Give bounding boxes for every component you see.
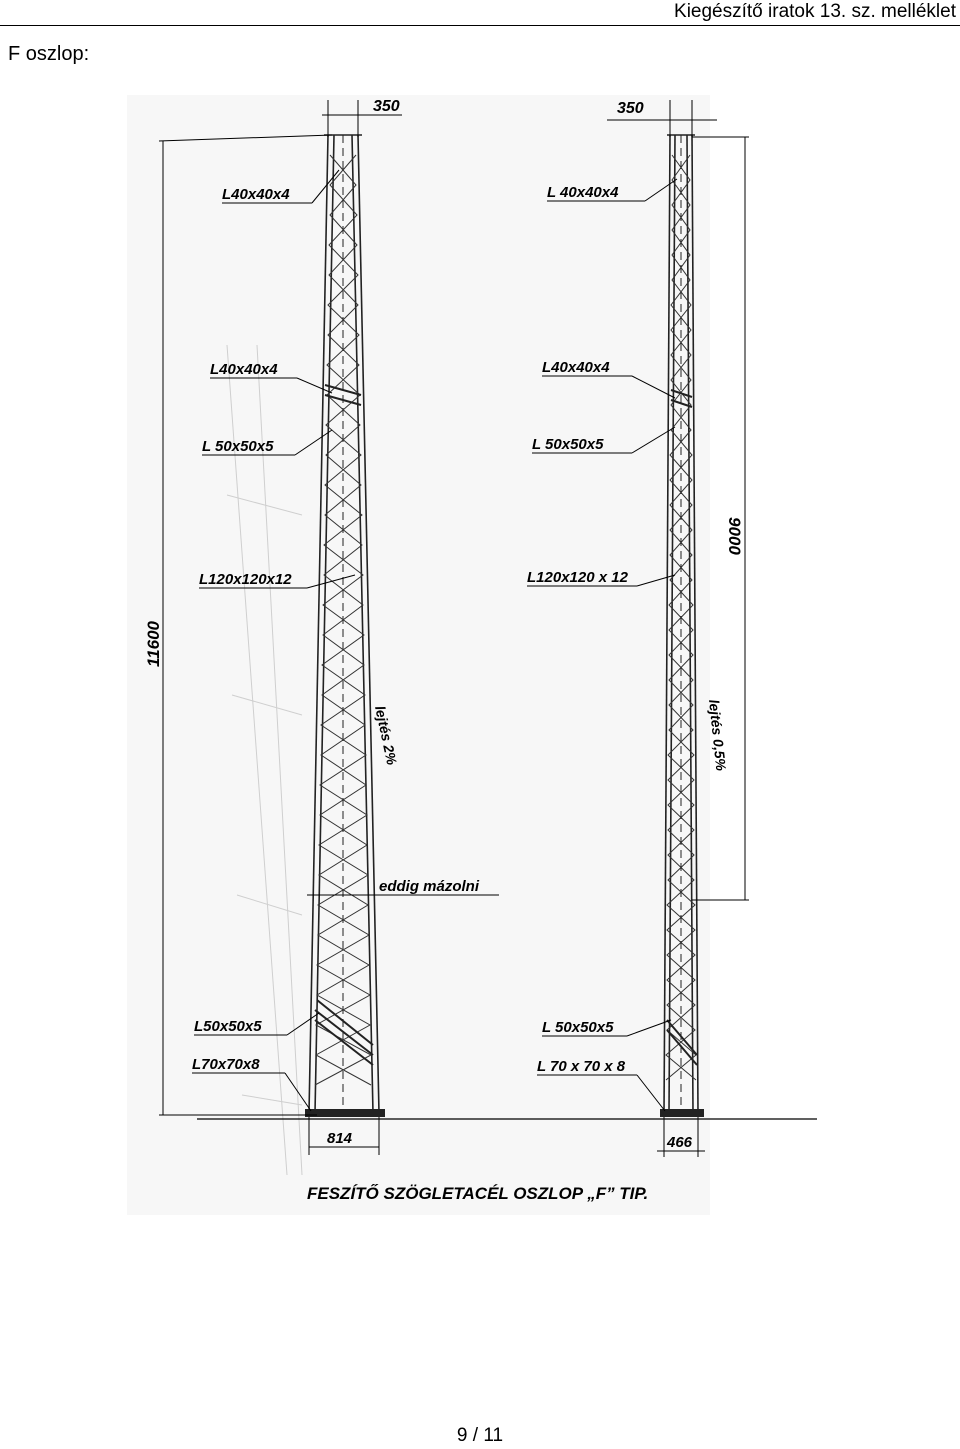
left-label-4: L120x120x12 [199, 571, 292, 588]
right-label-6: L 70 x 70 x 8 [537, 1058, 626, 1075]
left-label-6: L70x70x8 [192, 1056, 260, 1073]
right-pole-frame [664, 135, 698, 1113]
right-label-4: L120x120 x 12 [527, 569, 628, 586]
left-height-label: 11600 [144, 620, 163, 667]
right-label-2: L40x40x4 [542, 359, 610, 376]
right-leaders [527, 179, 677, 1111]
left-label-3: L 50x50x5 [202, 438, 274, 455]
left-label-1: L40x40x4 [222, 186, 290, 203]
page-number: 9 / 11 [456, 1425, 504, 1446]
left-slope-label: lejtés 2% [372, 704, 401, 767]
drawing-caption: FESZÍTŐ SZÖGLETACÉL OSZLOP „F” TIP. [307, 1184, 649, 1203]
right-top-width-label: 350 [617, 100, 644, 117]
left-pole [144, 98, 499, 1155]
right-label-1: L 40x40x4 [547, 184, 619, 201]
left-pole-base [305, 1109, 385, 1117]
right-pole-base [660, 1109, 704, 1117]
right-label-3: L 50x50x5 [532, 436, 604, 453]
right-slope-label: lejtés 0,5% [706, 698, 730, 772]
right-pole [527, 100, 749, 1157]
left-top-width-label: 350 [373, 98, 400, 115]
page-header [0, 0, 960, 28]
right-base-width-label: 466 [667, 1134, 693, 1151]
right-label-5: L 50x50x5 [542, 1019, 614, 1036]
pole-drawing-svg [127, 95, 744, 1215]
header-divider [0, 25, 960, 26]
left-height-dimension [159, 135, 332, 1115]
left-paint-limit-label: eddig mázolni [379, 878, 480, 895]
section-title: F oszlop: [8, 43, 90, 65]
left-label-2: L40x40x4 [210, 361, 278, 378]
left-base-width-label: 814 [327, 1130, 353, 1147]
technical-drawing [127, 95, 744, 1215]
right-height-label: 9000 [725, 517, 744, 555]
scan-artefacts [227, 345, 302, 1175]
header-title: Kiegészítő iratok 13. sz. melléklet [674, 1, 956, 22]
left-label-5: L50x50x5 [194, 1018, 262, 1035]
